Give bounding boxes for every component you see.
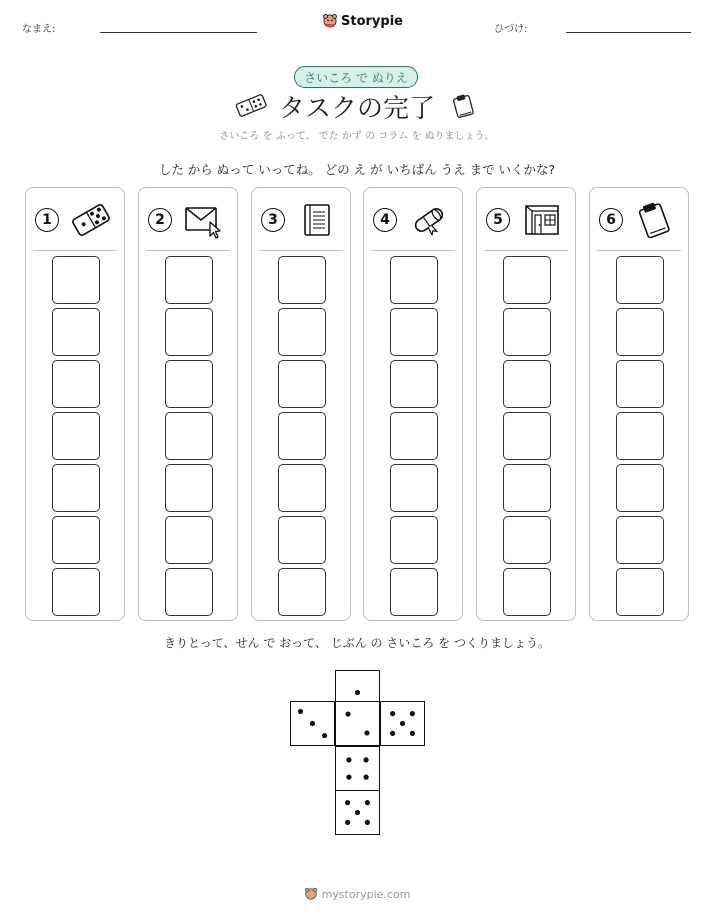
clipboard-decoration-icon	[449, 91, 477, 119]
pip	[364, 757, 369, 762]
color-box	[165, 464, 213, 512]
footer-url: mystorypie.com	[321, 887, 411, 901]
clipboard-icon	[634, 200, 676, 240]
color-box	[503, 256, 551, 304]
color-box	[52, 412, 100, 460]
pip	[322, 733, 327, 738]
color-box	[390, 568, 438, 616]
column-divider	[33, 250, 117, 251]
pip	[345, 711, 350, 716]
color-box	[52, 516, 100, 564]
date-label: ひづけ:	[494, 24, 528, 35]
dice-column-1	[25, 187, 125, 621]
color-box	[503, 360, 551, 408]
column-number-4: 4	[373, 208, 397, 232]
color-box	[165, 568, 213, 616]
dice-face-2	[335, 701, 380, 746]
color-box	[616, 308, 664, 356]
color-box	[503, 568, 551, 616]
column-number-5: 5	[486, 208, 510, 232]
coloring-instruction: した から ぬって いってね。 どの え が いちばん うえ まで いくかな?	[158, 162, 556, 177]
color-box	[278, 360, 326, 408]
footer	[0, 887, 714, 901]
color-box	[278, 308, 326, 356]
name-line	[100, 32, 257, 33]
color-box	[165, 360, 213, 408]
pip	[298, 709, 303, 714]
pip	[364, 730, 369, 735]
color-box	[52, 256, 100, 304]
pip	[355, 810, 360, 815]
color-box	[52, 464, 100, 512]
dice-column-5	[476, 187, 576, 621]
date-line	[566, 32, 691, 33]
scroll-icon	[408, 200, 450, 240]
color-box	[616, 360, 664, 408]
color-box	[52, 308, 100, 356]
pip	[346, 757, 351, 762]
color-box	[165, 412, 213, 460]
color-box	[165, 256, 213, 304]
color-box	[278, 516, 326, 564]
dice-face-4	[335, 746, 380, 791]
column-number-3: 3	[261, 208, 285, 232]
color-box	[390, 308, 438, 356]
pip	[364, 775, 369, 780]
pip	[365, 800, 370, 805]
column-divider	[146, 250, 230, 251]
cutout-instruction: きりとって、せん で おって、 じぶん の さいころ を つくりましょう。	[164, 636, 550, 650]
color-box	[52, 360, 100, 408]
pip	[400, 721, 405, 726]
color-box	[503, 308, 551, 356]
dice-column-6	[589, 187, 689, 621]
storypie-mascot-footer-icon	[304, 887, 318, 901]
pip	[345, 820, 350, 825]
pip	[410, 711, 415, 716]
color-box	[616, 256, 664, 304]
color-box	[503, 464, 551, 512]
color-box	[390, 516, 438, 564]
activity-badge: さいころ で ぬりえ	[294, 66, 418, 88]
color-box	[278, 256, 326, 304]
color-box	[278, 464, 326, 512]
dice-column-2	[138, 187, 238, 621]
pip	[410, 731, 415, 736]
dice-face-3	[290, 701, 335, 746]
color-box	[165, 308, 213, 356]
column-number-2: 2	[148, 208, 172, 232]
pip	[390, 711, 395, 716]
page-title: タスクの完了	[278, 94, 435, 124]
color-box	[503, 516, 551, 564]
color-box	[616, 516, 664, 564]
page-subtitle: さいころ を ふって、 でた かず の コラム を ぬりましょう。	[219, 131, 495, 142]
dice-face-5	[380, 701, 425, 746]
column-divider	[259, 250, 343, 251]
room-window-icon	[521, 200, 563, 240]
column-number-6: 6	[599, 208, 623, 232]
color-box	[616, 412, 664, 460]
color-box	[503, 412, 551, 460]
color-box	[390, 256, 438, 304]
domino-icon	[70, 200, 112, 240]
brand-logo	[322, 13, 403, 29]
envelope-cursor-icon	[183, 200, 225, 240]
pip	[346, 775, 351, 780]
pip	[365, 820, 370, 825]
brand-name: Storypie	[341, 13, 403, 29]
pip	[390, 731, 395, 736]
pip	[345, 800, 350, 805]
column-divider	[597, 250, 681, 251]
dice-face-5	[335, 790, 380, 835]
column-divider	[484, 250, 568, 251]
color-box	[390, 464, 438, 512]
column-number-1: 1	[35, 208, 59, 232]
pip	[310, 721, 315, 726]
color-box	[616, 464, 664, 512]
notebook-icon	[296, 200, 338, 240]
column-divider	[371, 250, 455, 251]
color-box	[616, 568, 664, 616]
dice-column-4	[363, 187, 463, 621]
color-box	[390, 360, 438, 408]
color-box	[165, 516, 213, 564]
storypie-mascot-icon	[322, 13, 338, 29]
color-box	[390, 412, 438, 460]
color-box	[278, 412, 326, 460]
pip	[355, 690, 360, 695]
color-box	[52, 568, 100, 616]
color-box	[278, 568, 326, 616]
name-label: なまえ:	[22, 24, 56, 35]
dice-column-3	[251, 187, 351, 621]
